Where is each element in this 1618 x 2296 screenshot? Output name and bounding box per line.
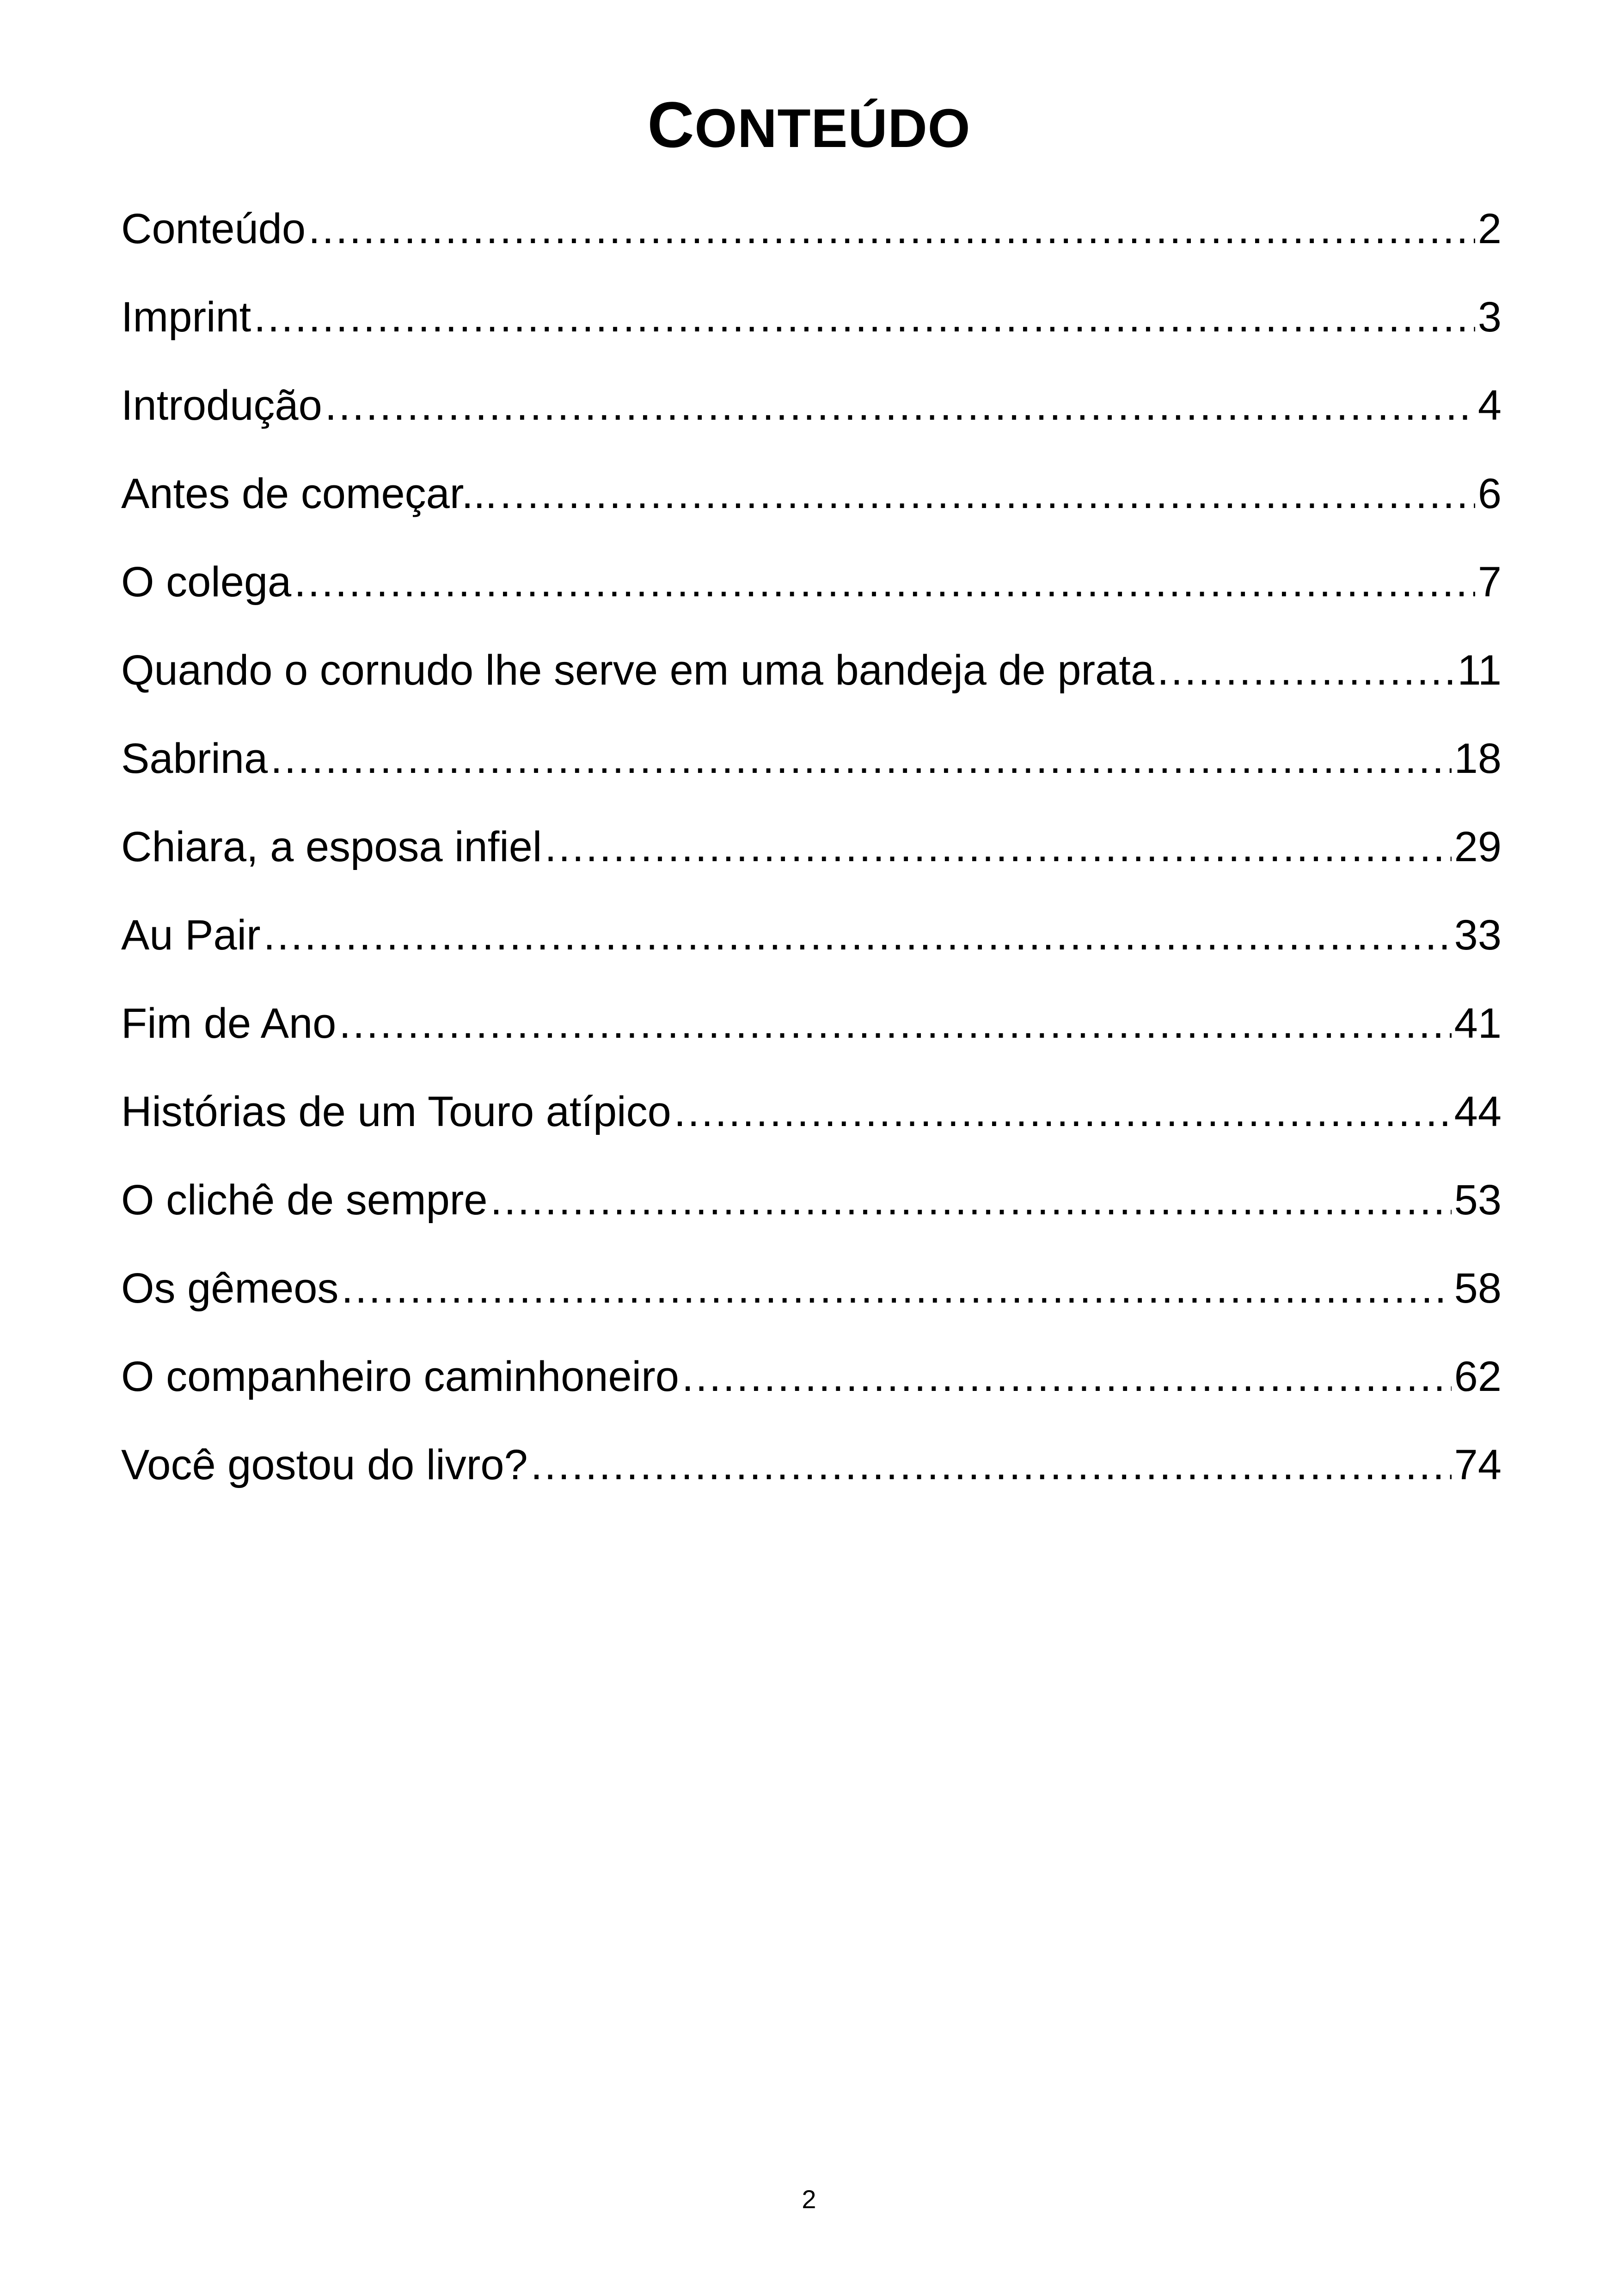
- toc-dot-leader: [500, 464, 1475, 524]
- toc-entry-title: Os gêmeos: [121, 1265, 339, 1312]
- toc-entry[interactable]: [121, 1170, 1502, 1258]
- toc-entry-title: Histórias de um Touro atípico: [121, 1088, 671, 1135]
- toc-entry-title: O companheiro caminhoneiro: [121, 1353, 679, 1400]
- toc-entry[interactable]: [121, 905, 1502, 993]
- toc-entry-title: O clichê de sempre: [121, 1176, 488, 1224]
- toc-entry[interactable]: [121, 375, 1502, 464]
- toc-dot-leader: [325, 375, 1475, 435]
- toc-dot-leader: [254, 287, 1475, 347]
- toc-entry-title: Conteúdo: [121, 205, 306, 252]
- toc-entry-title: Au Pair: [121, 912, 261, 959]
- toc-entry-title: Chiara, a esposa infiel: [121, 823, 542, 870]
- toc-entry[interactable]: [121, 1082, 1502, 1170]
- toc-entry-page: 74: [1454, 1441, 1502, 1488]
- toc-dot-leader: [270, 729, 1452, 789]
- page-title-initial: C: [647, 88, 695, 161]
- toc-entry-page: 41: [1454, 1000, 1502, 1047]
- page-title: [0, 90, 1618, 163]
- toc-entry[interactable]: [121, 1347, 1502, 1435]
- toc-entry[interactable]: [121, 640, 1502, 729]
- toc-entry-page: 18: [1454, 735, 1502, 782]
- toc-entry-page: 11: [1457, 647, 1502, 694]
- toc-dot-leader: [308, 199, 1475, 259]
- toc-entry-page: 62: [1454, 1353, 1502, 1400]
- toc-entry-title: Quando o cornudo lhe serve em uma bandeja de prata: [121, 647, 1155, 694]
- toc-dot-leader: [545, 817, 1451, 877]
- toc-entry-title: Fim de Ano: [121, 1000, 337, 1047]
- toc-entry-title: Imprint: [121, 294, 251, 341]
- toc-dot-leader: [682, 1347, 1452, 1407]
- toc-entry[interactable]: [121, 1258, 1502, 1347]
- toc-entry[interactable]: [121, 464, 1502, 552]
- toc-entry-page: 2: [1477, 205, 1502, 252]
- toc-dot-leader: [531, 1435, 1452, 1495]
- toc-dot-leader: [1157, 640, 1454, 700]
- table-of-contents: [121, 199, 1502, 1523]
- toc-entry[interactable]: [121, 729, 1502, 817]
- toc-entry-page: 29: [1454, 823, 1502, 870]
- toc-entry-page: 7: [1477, 558, 1502, 606]
- toc-dot-leader: [264, 905, 1452, 965]
- toc-entry-title: Antes de começar...: [121, 470, 497, 517]
- toc-entry-page: 53: [1454, 1176, 1502, 1224]
- toc-entry[interactable]: [121, 1435, 1502, 1523]
- toc-dot-leader: [341, 1258, 1451, 1318]
- toc-dot-leader: [294, 552, 1475, 612]
- toc-dot-leader: [339, 993, 1451, 1053]
- toc-entry[interactable]: [121, 287, 1502, 375]
- toc-entry-title: O colega: [121, 558, 292, 606]
- toc-entry-page: 44: [1454, 1088, 1502, 1135]
- toc-entry[interactable]: [121, 993, 1502, 1082]
- toc-dot-leader: [674, 1082, 1452, 1142]
- toc-entry-title: Você gostou do livro?: [121, 1441, 528, 1488]
- toc-entry-title: Introdução: [121, 382, 322, 429]
- toc-entry-page: 6: [1477, 470, 1502, 517]
- toc-entry-page: 58: [1454, 1265, 1502, 1312]
- toc-entry[interactable]: [121, 552, 1502, 640]
- toc-dot-leader: [490, 1170, 1452, 1230]
- toc-entry-page: 3: [1477, 294, 1502, 341]
- toc-entry[interactable]: [121, 817, 1502, 905]
- toc-entry-title: Sabrina: [121, 735, 268, 782]
- page-title-rest: ONTEÚDO: [694, 98, 971, 159]
- page-number: 2: [802, 2185, 816, 2214]
- toc-entry-page: 33: [1454, 912, 1502, 959]
- toc-entry-page: 4: [1477, 382, 1502, 429]
- toc-entry[interactable]: [121, 199, 1502, 287]
